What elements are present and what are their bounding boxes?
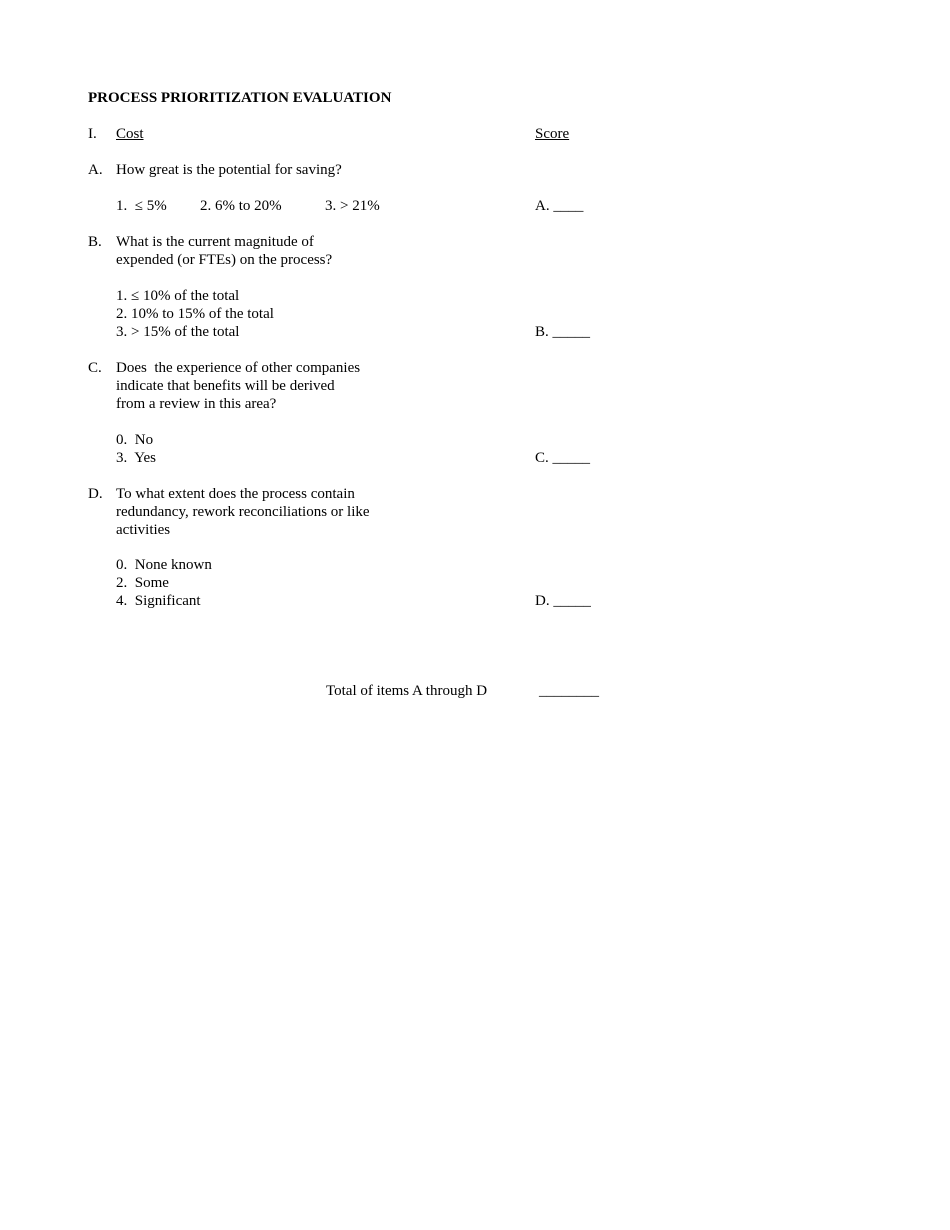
question-d-text-line-2: redundancy, rework reconciliations or like [116, 504, 370, 520]
question-a-text: How great is the potential for saving? [116, 162, 342, 178]
question-d-option-3: 4. Significant [116, 593, 201, 609]
document-title: PROCESS PRIORITIZATION EVALUATION [88, 90, 392, 106]
question-c-option-1: 0. No [116, 432, 154, 448]
question-c-text-line-2: indicate that benefits will be derived [116, 378, 335, 394]
question-c-score-field[interactable]: C. _____ [535, 450, 591, 466]
score-column-heading: Score [535, 126, 570, 142]
question-a-option-1: 1. ≤ 5% [116, 198, 167, 214]
question-d-text-line-1: To what extent does the process contain [116, 486, 355, 502]
question-d-option-2: 2. Some [116, 575, 169, 591]
question-b-letter: B. [88, 234, 102, 250]
question-d-text-line-3: activities [116, 522, 171, 538]
question-a-score-field[interactable]: A. ____ [535, 198, 584, 214]
total-label: Total of items A through D [326, 683, 488, 699]
question-d-option-1: 0. None known [116, 557, 212, 573]
question-b-option-3: 3. > 15% of the total [116, 324, 240, 340]
question-d-letter: D. [88, 486, 103, 502]
question-b-text-line-2: expended (or FTEs) on the process? [116, 252, 333, 268]
question-b-score-field[interactable]: B. _____ [535, 324, 591, 340]
question-d-score-field[interactable]: D. _____ [535, 593, 591, 609]
question-a-option-2: 2. 6% to 20% [200, 198, 282, 214]
question-c-text-line-3: from a review in this area? [116, 396, 277, 412]
question-c-text-line-1: Does the experience of other companies [116, 360, 361, 376]
question-a-letter: A. [88, 162, 103, 178]
total-score-field[interactable]: ________ [539, 683, 599, 699]
section-numeral: I. [88, 126, 97, 142]
section-heading: Cost [116, 126, 144, 142]
question-c-letter: C. [88, 360, 102, 376]
question-a-option-3: 3. > 21% [325, 198, 380, 214]
question-b-option-2: 2. 10% to 15% of the total [116, 306, 274, 322]
question-b-option-1: 1. ≤ 10% of the total [116, 288, 240, 304]
question-b-text-line-1: What is the current magnitude of [116, 234, 314, 250]
question-c-option-2: 3. Yes [116, 450, 157, 466]
